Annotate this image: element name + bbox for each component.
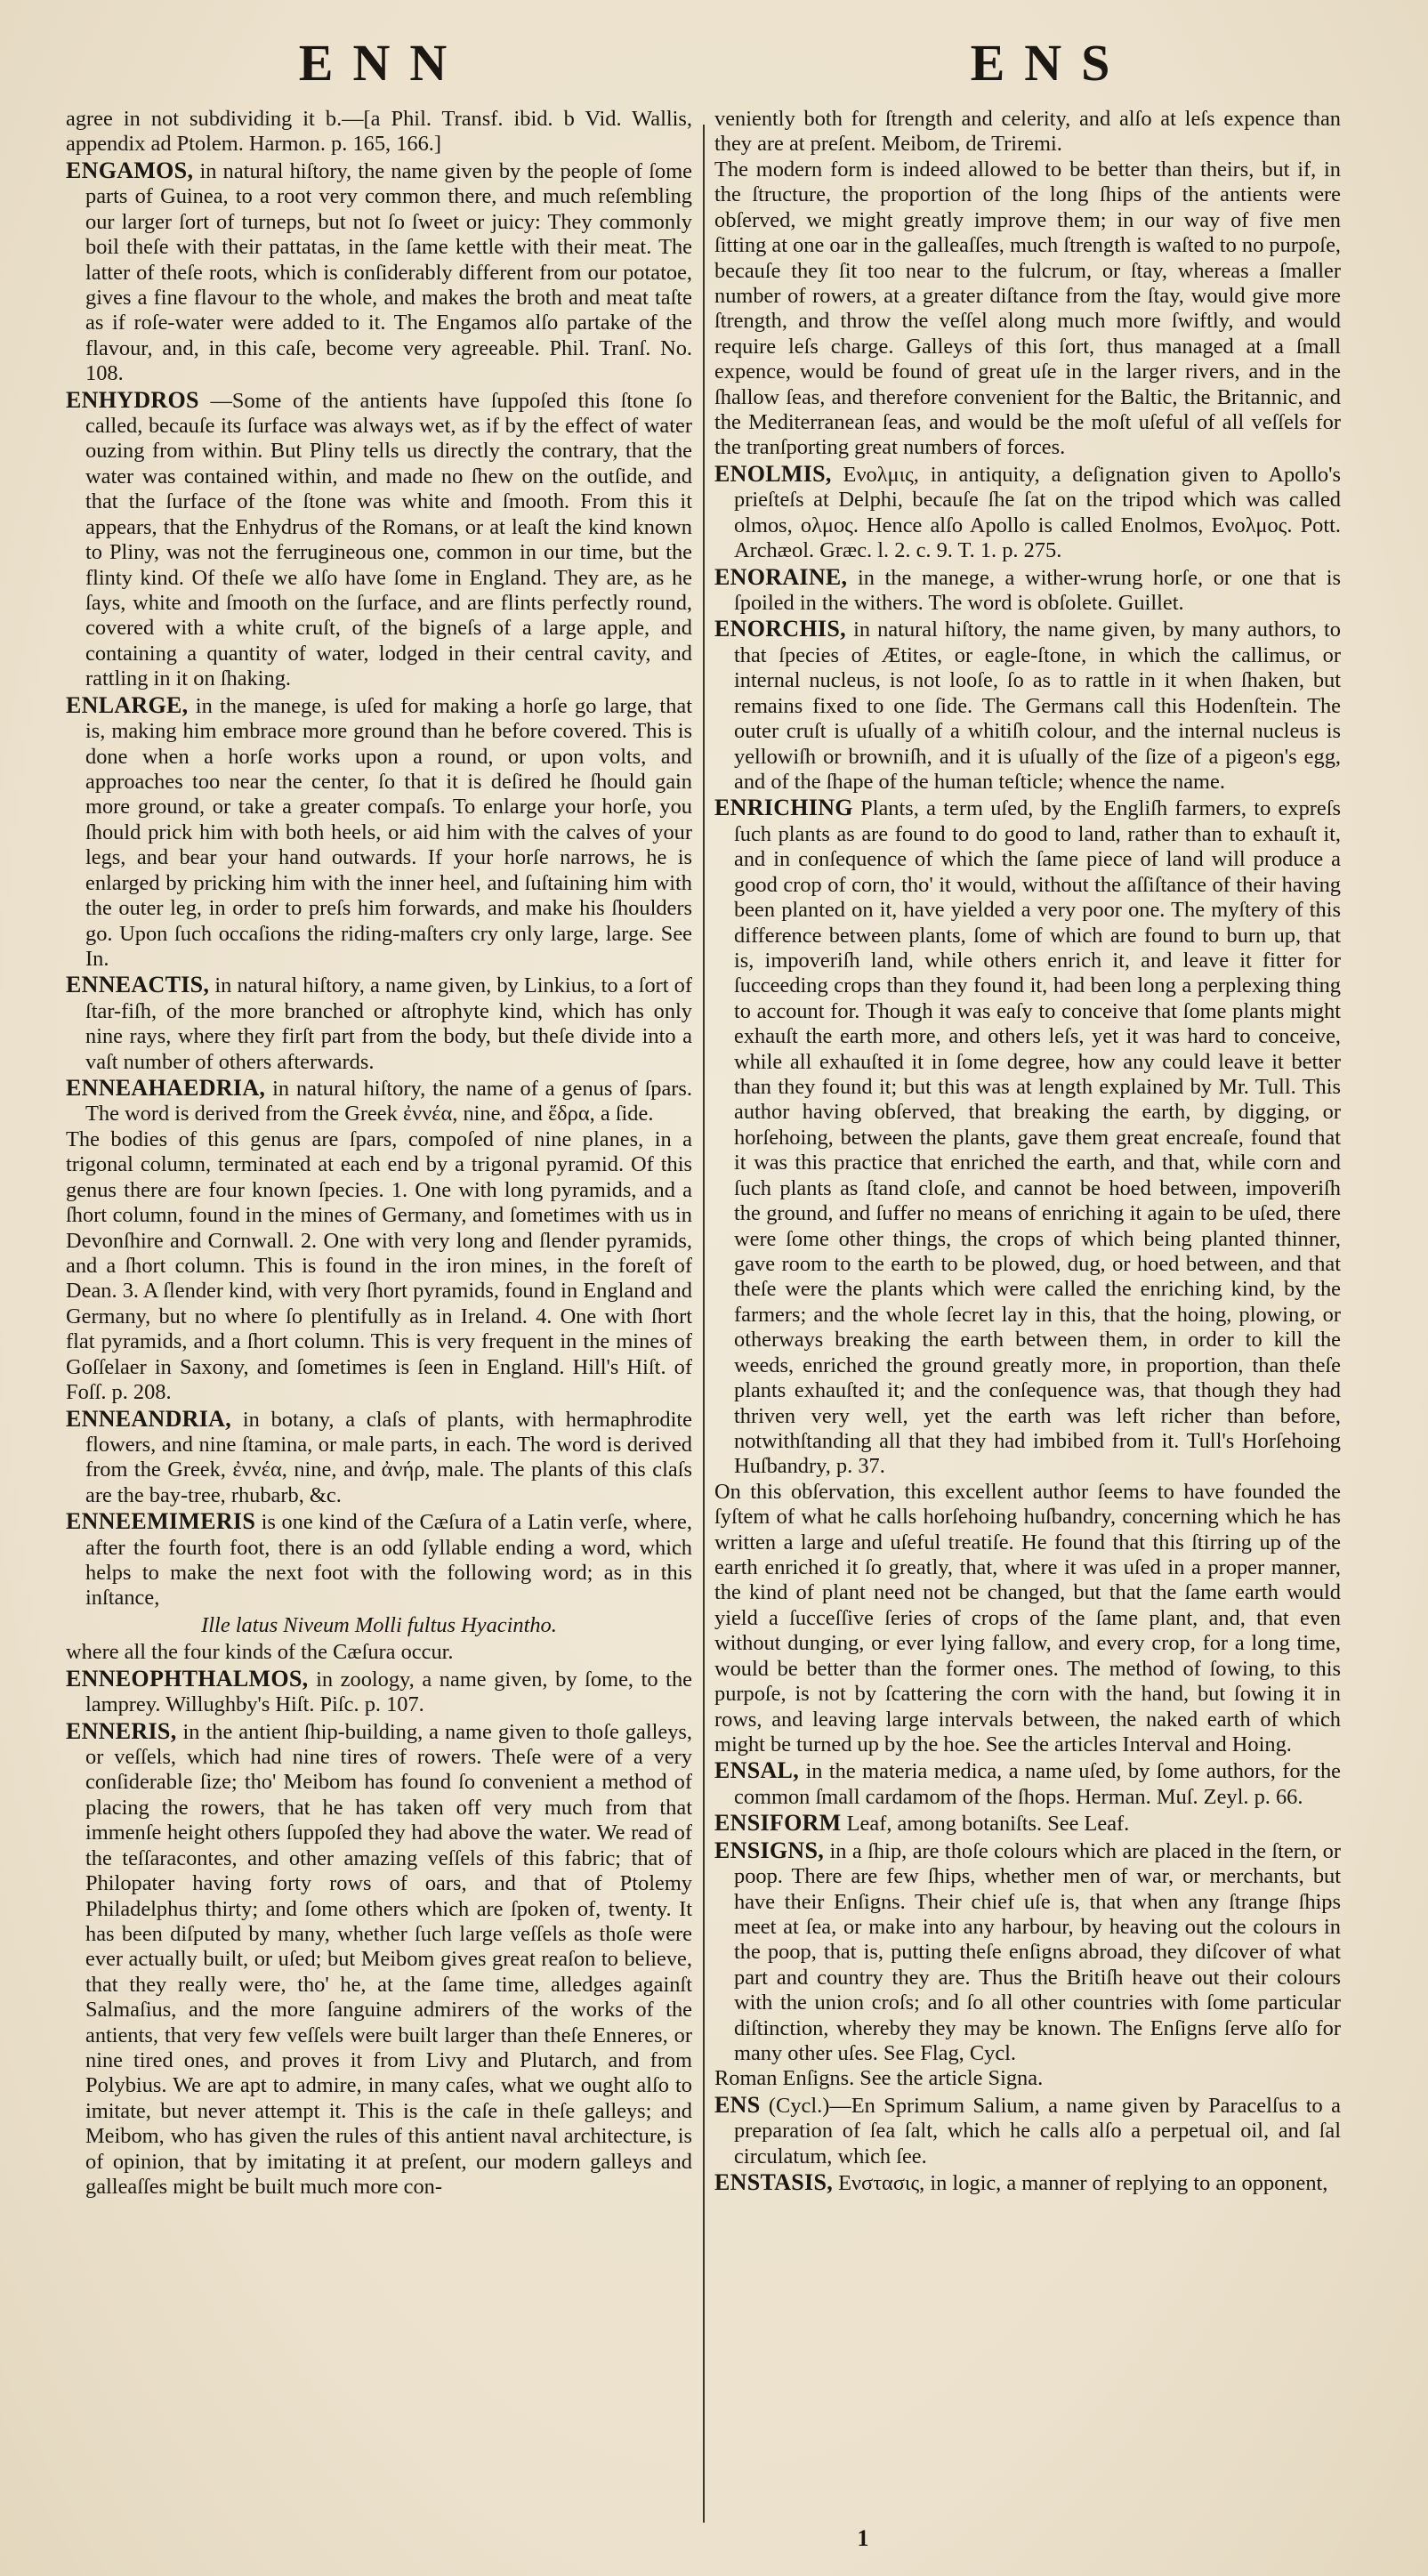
dictionary-entry	[66, 157, 692, 387]
entry-text: Roman Enſigns. See the article Signa.	[714, 2066, 1044, 2091]
dictionary-entry	[66, 1075, 692, 1127]
entry-headword: ENORAINE,	[714, 563, 848, 590]
entry-headword: ENSTASIS,	[714, 2169, 834, 2196]
entry-text: (Cycl.)—En Sprimum Salium, a name given by Paracelſus to a preparation of ſea ſalt, which he calls alſo a perpetual oil, and ſal circulatum, which ſee.	[734, 2093, 1341, 2168]
entry-headword: ENNERIS,	[66, 1717, 177, 1744]
entry-paragraph	[714, 107, 1341, 157]
entry-paragraph	[714, 157, 1341, 461]
entry-text: where all the four kinds of the Cæſura occur.	[66, 1640, 454, 1665]
entry-text: in natural hiſtory, the name of a genus of ſpars. The word is derived from the Greek ἐννέα, nine, and ἕδρα, a ſide.	[85, 1077, 692, 1126]
entry-text: —Some of the antients have ſuppoſed this ſtone ſo called, becauſe its ſurface was always wet, as if by the effect of water ouzing from within. But Pliny tells us directly the contrary, that the water was contained within, and made no ſhew on the outſide, and that the ſurface of the ſtone was white and ſmooth. From this it appears, that the Enhydrus of the Romans, or at leaſt the kind known to Pliny, was not the ferrugineous one, common in our time, but the flinty kind. Of theſe we alſo have ſome in England. They are, as he ſays, white and ſmooth on the ſurface, and are flints perfectly round, covered with a white cruſt, of the bigneſs of a large apple, and containing a quantity of water, lodged in their central cavity, and rattling in it on ſhaking.	[85, 388, 692, 691]
entry-text: in botany, a claſs of plants, with hermaphrodite flowers, and nine ſtamina, or male parts, in each. The word is derived from the Greek, ἐννέα, nine, and ἀνήρ, male. The plants of this claſs are the bay-tree, rhubarb, &c.	[85, 1407, 692, 1507]
dictionary-entry	[66, 1718, 692, 2201]
entry-text: in natural hiſtory, the name given by the people of ſome parts of Guinea, to a root very common there, and much reſembling our larger ſort of turneps, but not ſo ſweet or juicy: They commonly boil theſe with their pattatas, in the ſame kettle with their meat. The latter of theſe roots, which is conſiderably different from our potatoe, gives a fine flavour to the whole, and makes the broth and meat taſte as if roſe-water were added to it. The Engamos alſo partake of the flavour, and, in this caſe, become very agreeable. Phil. Tranſ. No. 108.	[85, 158, 692, 386]
entry-text: agree in not subdividing it b.—[a Phil. Transf. ibid. b Vid. Wallis, appendix ad Ptolem. Harmon. p. 165, 166.]	[66, 107, 692, 157]
entry-text: in the manege, is uſed for making a horſe go large, that is, making him embrace more ground than he before covered. This is done when a horſe works upon a round, or upon volts, and approaches too near the center, ſo that it is deſired he ſhould gain more ground, or take a greater compaſs. To enlarge your horſe, you ſhould prick him with both heels, or aid him with the calves of your legs, and bear your hand outwards. If your horſe narrows, he is enlarged by pricking him with the inner heel, and ſuſtaining him with the outer leg, in order to preſs him forwards, and make his ſhoulders go. Upon ſuch occaſions the riding-maſters cry only large, large. See In.	[85, 693, 692, 971]
entry-text: in the materia medica, a name uſed, by ſome authors, for the common ſmall cardamom of the ſhops. Herman. Muſ. Zeyl. p. 66.	[734, 1759, 1341, 1809]
entry-text: in the manege, a wither-wrung horſe, or one that is ſpoiled in the withers. The word is obſolete. Guillet.	[734, 565, 1341, 616]
entry-headword: ENRICHING	[714, 795, 853, 821]
entry-headword: ENLARGE,	[66, 691, 189, 718]
entry-text: The modern form is indeed allowed to be better than theirs, but if, in the ſtructure, the proportion of the long ſhips of the antients were obſerved, we might greatly improve them; in our way of five men ſitting at one oar in the galleaſſes, much ſtrength is waſted to no purpoſe, becauſe they ſit too near to the fulcrum, or ſtay, whereas a ſmaller number of rowers, at a greater diſtance from the ſtay, would give more ſtrength, and throw the veſſel along much more ſwiftly, and would require leſs charge. Galleys of this ſort, thus managed at a ſmall expence, would be found of great uſe in the larger rivers, and in the ſhallow ſeas, and therefore convenient for the Baltic, the Britannic, and the Mediterranean ſeas, and would be the moſt uſeful of all veſſels for the tranſporting great numbers of forces.	[714, 157, 1341, 460]
entry-paragraph	[66, 1127, 692, 1406]
entry-text: Ενολμις, in antiquity, a deſignation given to Apollo's prieſteſs at Delphi, becauſe ſhe ſat on the tripod which was called olmos, ολμος. Hence alſo Apollo is called Enolmos, Ενολμος. Pott. Archæol. Græc. l. 2. c. 9. T. 1. p. 275.	[734, 462, 1341, 563]
dictionary-entry	[714, 2169, 1341, 2196]
entry-headword: ENNEANDRIA,	[66, 1405, 232, 1432]
dictionary-entry	[714, 795, 1341, 1479]
page-number: 1	[857, 2525, 869, 2551]
running-head-right: ENS	[970, 34, 1130, 92]
entry-headword: ENSIFORM	[714, 1810, 842, 1837]
entry-text: On this obſervation, this excellent author ſeems to have founded the ſyſtem of what he calls horſehoing huſbandry, concerning which he has written a large and uſeful treatiſe. He found that this ſtirring up of the earth enriched it ſo greatly, that, where it was uſed in a proper manner, the kind of plant need not be changed, but that the ſame earth would yield a ſucceſſive ſeries of crops of the ſame plant, and, that even without dunging, or ever lying fallow, and every crop, for a long time, would be better than the former ones. The method of ſowing, to this purpoſe, is not by ſcattering the corn with the hand, but ſowing it in rows, and leaving large intervals between, the naked earth of which might be turned up by the hoe. See the articles Interval and Hoing.	[714, 1479, 1341, 1756]
entry-text: Ενστασις, in logic, a manner of replying to an opponent,	[838, 2171, 1328, 2196]
entry-headword: ENNEACTIS,	[66, 972, 210, 998]
entry-headword: ENHYDROS	[66, 386, 199, 413]
column-divider	[703, 125, 705, 2523]
entry-paragraph	[66, 1640, 692, 1665]
dictionary-entry	[66, 692, 692, 973]
entry-headword: ENNEAHAEDRIA,	[66, 1075, 266, 1102]
dictionary-entry	[714, 616, 1341, 795]
dictionary-entry	[714, 1810, 1341, 1837]
dictionary-entry	[714, 1757, 1341, 1810]
entry-headword: ENSIGNS,	[714, 1837, 825, 1863]
dictionary-entry	[714, 1837, 1341, 2067]
entry-paragraph	[714, 2066, 1341, 2091]
running-head-left: ENN	[298, 34, 467, 92]
dictionary-entry	[714, 2092, 1341, 2169]
dictionary-entry	[66, 387, 692, 692]
entry-text: The bodies of this genus are ſpars, compoſed of nine planes, in a trigonal column, terminated at each end by a trigonal pyramid. Of this genus there are four known ſpecies. 1. One with long pyramids, and a ſhort column, found in the mines of Germany, and ſometimes with us in Devonſhire and Cornwall. 2. One with very long and ſlender pyramids, and a ſhort column. This is found in the iron mines, in the foreſt of Dean. 3. A ſlender kind, with very ſhort pyramids, found in England and Germany, but no where ſo plentifully as in Ireland. 4. One with ſhort flat pyramids, and a ſhort column. This is very frequent in the mines of Goſſelaer in Saxony, and ſometimes is ſeen in England. Hill's Hiſt. of Foſſ. p. 208.	[66, 1126, 692, 1405]
dictionary-entry	[66, 1406, 692, 1509]
entry-headword: ENNEOPHTHALMOS,	[66, 1665, 309, 1692]
dictionary-entry	[714, 564, 1341, 617]
entry-headword: ENOLMIS,	[714, 460, 832, 487]
entry-text: in natural hiſtory, a name given, by Linkius, to a ſort of ſtar-fiſh, of the more branched or aſtrophyte kind, which has only nine rays, where they firſt part from the body, but theſe divide into a vaſt number of others afterwards.	[85, 973, 692, 1074]
entry-text: Leaf, among botaniſts. See Leaf.	[846, 1812, 1130, 1837]
entry-text: Plants, a term uſed, by the Engliſh farmers, to expreſs ſuch plants as are found to do good to land, rather than to exhauſt it, and in conſequence of which the ſame piece of land will produce a good crop of corn, tho' it would, without the aſſiſtance of their having been planted on it, have yielded a very poor one. The myſtery of this difference between plants, ſome of which are found to burn up, that is, impoveriſh land, while others enrich it, and leave it fitter for ſucceeding crops than they found it, had been long a perplexing thing to account for. Though it was eaſy to conceive that ſome plants might exhauſt the earth more, and others leſs, yet it was hard to conceive, while all exhauſted it in ſome degree, how any could leave it better than they found it; but this was at length explained by Mr. Tull. This author having obſerved, that breaking the earth, by digging, or horſehoing, between the plants, gave them great encreaſe, found that it was this practice that enriched the earth, and that, while corn and ſuch plants as ſtand cloſe, and cannot be hoed between, impoveriſh the ground, and ſuffer no means of enriching it again to be uſed, there were ſome other things, the crops of which being planted thinner, gave room to the earth to be plowed, dug, or hoed between, and that theſe were the plants which were called the enriching kind, by the farmers; and the whole ſecret lay in this, that the hoing, plowing, or otherways breaking the earth between them, in order to kill the weeds, enriched the ground greatly more, in proportion, than theſe plants exhauſted it; and the conſequence was, that though they had thriven very well, yet the earth was left richer than before, notwithſtanding all that they had imbibed from it. Tull's Horſehoing Huſbandry, p. 37.	[734, 796, 1341, 1479]
dictionary-entry	[714, 461, 1341, 564]
entry-paragraph	[714, 1480, 1341, 1758]
entry-text: veniently both for ſtrength and celerity, and alſo at leſs expence than they are at preſent. Meibom, de Triremi.	[714, 107, 1341, 157]
left-column	[66, 107, 692, 2527]
entry-text: is one kind of the Cæſura of a Latin verſe, where, after the fourth foot, there is an odd ſyllable ending a word, which helps to make the next foot with the following word; as in this inſtance,	[85, 1510, 692, 1611]
entry-headword: ENNEEMIMERIS	[66, 1508, 256, 1535]
entry-text: in natural hiſtory, the name given, by many authors, to that ſpecies of Ætites, or eagle-ſtone, in which the callimus, or internal nucleus, is not looſe, ſo as to rattle in it when ſhaken, but remains fixed to one ſide. The Germans call this Hodenſtein. The outer cruſt is uſually of a whitiſh colour, and the internal nucleus is yellowiſh or browniſh, and it is uſually of the ſize of a pigeon's egg, and of the ſhape of the human teſticle; whence the name.	[734, 618, 1341, 794]
entry-text: in zoology, a name given, by ſome, to the lamprey. Willughby's Hiſt. Piſc. p. 107.	[85, 1667, 692, 1717]
right-column	[714, 107, 1341, 2527]
entry-text: in the antient ſhip-building, a name given to thoſe galleys, or veſſels, which had nine tires of rowers. Theſe were of a very conſiderable ſize; tho' Meibom has found ſo convenient a method of placing the rowers, that he has taken off very much from that immenſe height others ſuppoſed they had above the water. We read of the teſſaracontes, and other amazing veſſels of this fabric; that of Philopater having forty rows of oars, and that of Ptolemy Philadelphus thirty; and ſome others which are ſpoken of, twenty. It has been diſputed by many, whether ſuch large veſſels as thoſe were ever actually built, or uſed; but Meibom gives great reaſon to believe, that they really were, tho' he, at the ſame time, alledges againſt Salmaſius, and the more ſanguine admirers of the works of the antients, that very few veſſels were built larger than theſe Enneres, or nine tired ones, and proves it from Livy and Plutarch, and from Polybius. We are apt to admire, in many caſes, what we ought alſo to imitate, but never attempt it. This is the caſe in theſe galleys; and Meibom, who has given the rules of this antient naval architecture, is of opinion, that by imitating it at preſent, our modern galleys and galleaſſes might be built much more con-	[85, 1719, 692, 2200]
entry-text: in a ſhip, are thoſe colours which are placed in the ſtern, or poop. There are few ſhips, whether men of war, or merchants, but have their Enſigns. Their chief uſe is, that when any ſtrange ſhips meet at ſea, or make into any harbour, by heaving out the colours in the poop, that is, putting theſe enſigns abroad, they diſcover of what part and country they are. Thus the Britiſh heave out their colours with the union croſs; and ſo all other countries with ſome particular diſtinction, whereby they may be known. The Enſigns ſerve alſo for many other uſes. See Flag, Cycl.	[734, 1838, 1341, 2066]
dictionary-entry	[66, 972, 692, 1075]
entry-paragraph	[66, 107, 692, 157]
dictionary-entry	[66, 1666, 692, 1718]
entry-headword: ENSAL,	[714, 1757, 799, 1784]
dictionary-entry	[66, 1508, 692, 1611]
verse-quotation: Ille latus Niveum Molli fultus Hyacintho.	[201, 1612, 557, 1637]
entry-headword: ENGAMOS,	[66, 157, 194, 183]
entry-headword: ENS	[714, 2091, 761, 2118]
entry-headword: ENORCHIS,	[714, 616, 846, 642]
